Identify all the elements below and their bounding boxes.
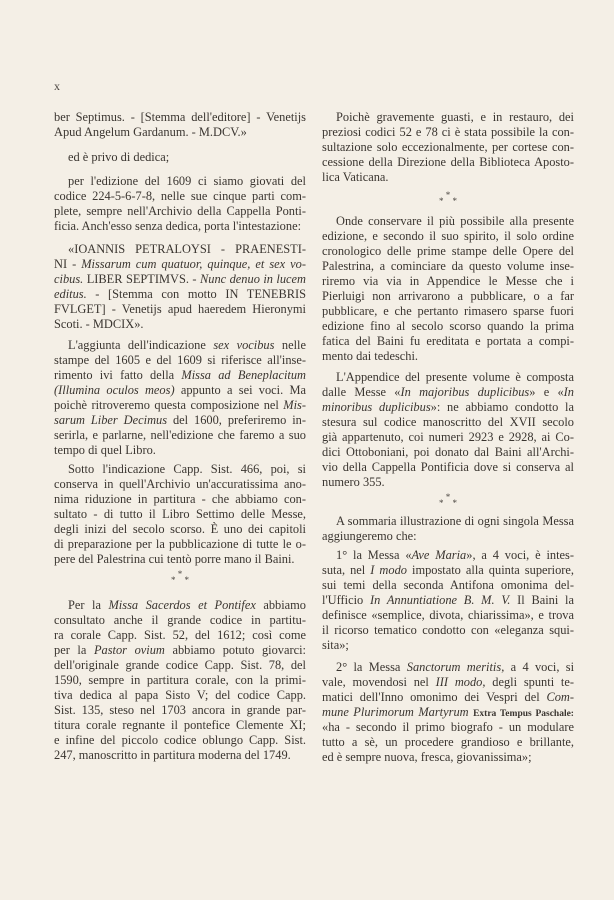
- text-segment: dici Ottoboniani, poi donato dal Baini all'Archi-: [322, 445, 574, 459]
- paragraph: [54, 242, 306, 332]
- paragraph: [322, 370, 574, 490]
- text-segment: «IOANNIS PETRALOYSI - PRAENESTI-: [68, 242, 306, 256]
- text-line: [54, 150, 306, 165]
- text-line: [54, 658, 306, 673]
- text-line: [54, 338, 306, 353]
- text-line: [322, 675, 574, 690]
- text-line: [54, 703, 306, 718]
- text-segment: a 4 voci, si: [504, 660, 575, 674]
- text-line: [54, 748, 306, 763]
- section-separator: [322, 494, 574, 506]
- italic-segment: Mis-: [283, 398, 306, 412]
- text-segment: edizione, e secondo il suo spirito, il solo ordine: [322, 229, 574, 243]
- text-segment: vio della Cappella Pontificia dove si conserva al: [322, 460, 574, 474]
- text-line: [322, 214, 574, 229]
- paragraph: [54, 174, 306, 234]
- text-line: [54, 242, 306, 257]
- italic-segment: Ave Maria: [411, 548, 467, 562]
- text-line: [322, 370, 574, 385]
- text-segment: » e «: [529, 385, 564, 399]
- text-segment: Onde conservare il più possibile alla presente: [336, 214, 574, 228]
- text-segment: mento dai tedeschi.: [322, 349, 418, 363]
- text-line: [54, 219, 306, 234]
- text-segment: tiva dedica al papa Sisto V; del codice Capp.: [54, 688, 306, 702]
- paragraph: [54, 338, 306, 458]
- text-segment: di preparazione per la pubblicazione di tutte le o-: [54, 537, 306, 551]
- text-segment: FVLGET] - Venetijs apud haeredem Hieronymi: [54, 302, 306, 316]
- paragraph: [322, 214, 574, 364]
- italic-segment: III modo,: [435, 675, 486, 689]
- paragraph: [322, 110, 574, 185]
- paragraph: [54, 150, 306, 165]
- text-line: [322, 638, 574, 653]
- text-line: [54, 302, 306, 317]
- text-line: [322, 460, 574, 475]
- page-number: x: [54, 79, 60, 93]
- text-segment: «ha - secondo il primo biografo - un modulare: [322, 720, 574, 734]
- text-segment: plete, sempre nell'Archivio della Cappella Ponti-: [54, 204, 306, 218]
- text-line: [54, 492, 306, 507]
- asterism-star: *: [452, 196, 457, 206]
- text-line: [322, 259, 574, 274]
- asterism-bottom: [54, 577, 306, 583]
- text-line: [322, 244, 574, 259]
- text-segment: cronologico delle prime stampe delle Opere del: [322, 244, 574, 258]
- text-segment: tempo di quel Libro.: [54, 443, 156, 457]
- asterism-star: *: [171, 575, 176, 585]
- italic-segment: Missarum cum quatuor, quinque, et sex vo-: [81, 257, 306, 271]
- text-line: [54, 257, 306, 272]
- text-line: [54, 428, 306, 443]
- text-line: [322, 170, 574, 185]
- paragraph: [322, 514, 574, 544]
- text-segment: sui temi della seconda Antifona omonima del-: [322, 578, 574, 592]
- text-segment: edizione fino al secolo scorso quando la prima: [322, 319, 574, 333]
- text-line: [322, 750, 574, 765]
- text-segment: », a 4 voci, è intes-: [466, 548, 574, 562]
- text-segment: NI -: [54, 257, 82, 271]
- text-line: [322, 274, 574, 289]
- text-line: [322, 155, 574, 170]
- italic-segment: Pastor ovium: [93, 643, 165, 657]
- text-segment: ed è privo di dedica;: [68, 150, 170, 164]
- italic-segment: editus.: [54, 287, 87, 301]
- text-segment: rimento ivi fatto della: [54, 368, 182, 382]
- text-segment: 247, manoscritto in partitura moderna del 1749.: [54, 748, 291, 762]
- text-segment: dell'originale grande codice Capp. Sist. 78, del: [54, 658, 306, 672]
- text-line: [322, 319, 574, 334]
- section-separator: [54, 571, 306, 583]
- text-line: [322, 289, 574, 304]
- text-line: [54, 383, 306, 398]
- text-segment: Sotto l'indicazione Capp. Sist. 466, poi, si: [68, 462, 306, 476]
- text-segment: Pierluigi non arrivarono a pubblicare, o a far: [322, 289, 574, 303]
- text-line: [54, 598, 306, 613]
- text-segment: nelle: [274, 338, 306, 352]
- text-line: [54, 688, 306, 703]
- text-segment: L'Appendice del presente volume è composta: [336, 370, 574, 384]
- text-segment: impostato alla quinta superiore,: [406, 563, 575, 577]
- text-segment: abbiamo potuto giovarci:: [164, 643, 306, 657]
- left-column: [54, 0, 306, 900]
- text-line: [322, 578, 574, 593]
- text-segment: il ricorso tematico condotto con «eleganza squi-: [322, 623, 574, 637]
- italic-segment: I modo: [370, 563, 407, 577]
- text-segment: LIBER SEPTIMVS. -: [83, 272, 200, 286]
- text-segment: A sommaria illustrazione di ogni singola Messa: [336, 514, 574, 528]
- text-line: [322, 608, 574, 623]
- text-segment: Il Baini la: [510, 593, 574, 607]
- text-segment: preziosi codici 52 e 78 ci è stata possibile la con-: [322, 125, 574, 139]
- text-segment: riremo via via in Appendice le Messe che i: [322, 274, 574, 288]
- text-line: [322, 514, 574, 529]
- italic-segment: Nunc denuo in lucem: [200, 272, 307, 286]
- text-line: [322, 593, 574, 608]
- text-line: [322, 304, 574, 319]
- italic-segment: In: [563, 385, 574, 399]
- text-segment: Scoti. - MDCIX».: [54, 317, 144, 331]
- text-segment: stampe del 1605 e del 1609 si riferisce all'inse-: [54, 353, 306, 367]
- text-line: [322, 445, 574, 460]
- text-segment: sultazione solo eccezionalmente, per cortese con-: [322, 140, 574, 154]
- text-segment: L'aggiunta dell'indicazione: [68, 338, 214, 352]
- italic-segment: Missa Sacerdos et Pontifex: [108, 598, 256, 612]
- text-line: [54, 477, 306, 492]
- text-line: [322, 735, 574, 750]
- text-segment: già appartenuto, coi numeri 2923 e 2928, ai Co-: [322, 430, 574, 444]
- text-segment: »: ne abbiamo condotto la: [430, 400, 574, 414]
- text-line: [54, 398, 306, 413]
- text-line: [322, 415, 574, 430]
- text-line: [54, 628, 306, 643]
- text-line: [54, 537, 306, 552]
- text-segment: e infine del piccolo codice oblungo Capp. Sist.: [54, 733, 306, 747]
- asterism-top: *: [445, 492, 451, 502]
- asterism-bottom: [322, 198, 574, 204]
- text-segment: serirla, e parlarne, nell'edizione che faremo a suo: [54, 428, 306, 442]
- text-line: [322, 110, 574, 125]
- paragraph: [322, 660, 574, 765]
- text-line: [54, 317, 306, 332]
- text-segment: degli inizi del secolo scorso. È uno dei capitoli: [54, 522, 306, 536]
- text-segment: pere del Palestrina cui tentò porre mano il Baini.: [54, 552, 295, 566]
- text-segment: Apud Angelum Gardanum. - M.DCV.»: [54, 125, 247, 139]
- text-line: [54, 462, 306, 477]
- text-segment: Sist. 135, steso nel 1703 ancora in grande par-: [54, 703, 306, 717]
- asterism-star: *: [439, 498, 444, 508]
- text-line: [54, 110, 306, 125]
- text-segment: per la: [54, 643, 94, 657]
- paragraph: [54, 110, 306, 140]
- text-line: [322, 548, 574, 563]
- text-line: [322, 125, 574, 140]
- section-separator: [322, 192, 574, 204]
- text-line: [322, 475, 574, 490]
- text-line: [54, 673, 306, 688]
- paragraph: [54, 462, 306, 567]
- italic-segment: Com-: [546, 690, 574, 704]
- text-segment: suta, nel: [322, 563, 371, 577]
- text-segment: 1° la Messa «: [336, 548, 412, 562]
- text-segment: 2° la Messa: [336, 660, 407, 674]
- text-line: [322, 400, 574, 415]
- text-segment: ra corale Capp. Sist. 52, del 1612; così come: [54, 628, 306, 642]
- text-segment: 1590, sempre in partitura corale, con la primi-: [54, 673, 306, 687]
- text-segment: ficia. Anch'esso senza dedica, porta l'intestazione:: [54, 219, 302, 233]
- italic-segment: mune Plurimorum Martyrum: [322, 705, 469, 719]
- text-line: [322, 229, 574, 244]
- text-line: [54, 507, 306, 522]
- text-segment: fatica del Baini fu ereditata e portata a compi-: [322, 334, 574, 348]
- asterism-star: *: [439, 196, 444, 206]
- text-line: [54, 189, 306, 204]
- text-line: [322, 334, 574, 349]
- text-segment: matici dell'Inno omonimo dei Vespri del: [322, 690, 547, 704]
- text-line: [54, 272, 306, 287]
- paragraph: [54, 598, 306, 763]
- text-line: [54, 443, 306, 458]
- text-segment: sita»;: [322, 638, 349, 652]
- text-segment: consultato anche il grande codice in partitu-: [54, 613, 306, 627]
- text-segment: lica Vaticana.: [322, 170, 389, 184]
- italic-segment: Missa ad Beneplacitum: [181, 368, 306, 382]
- text-segment: del 1600, preferiremo in-: [167, 413, 306, 427]
- text-line: [54, 125, 306, 140]
- text-segment: ber Septimus. - [Stemma dell'editore] - Venetijs: [54, 110, 306, 124]
- text-segment: nima riduzione in partitura - che abbiamo con-: [54, 492, 306, 506]
- text-line: [322, 140, 574, 155]
- asterism-star: *: [452, 498, 457, 508]
- text-line: [322, 720, 574, 735]
- asterism-top: *: [445, 190, 451, 200]
- small-caps-segment: Extra Tempus Paschale:: [473, 709, 574, 719]
- text-line: [322, 623, 574, 638]
- asterism-bottom: [322, 500, 574, 506]
- text-segment: codice 224-5-6-7-8, nelle sue cinque parti com-: [54, 189, 306, 203]
- text-line: [322, 705, 574, 720]
- text-line: [322, 690, 574, 705]
- text-line: [54, 643, 306, 658]
- text-line: [54, 413, 306, 428]
- text-segment: conserva in quell'Archivio un'accuratissima ano-: [54, 477, 306, 491]
- text-segment: - [Stemma con motto IN TENEBRIS: [86, 287, 306, 301]
- text-segment: dalle Messe «: [322, 385, 401, 399]
- text-line: [54, 174, 306, 189]
- text-line: [322, 563, 574, 578]
- italic-segment: sex vocibus: [213, 338, 275, 352]
- text-segment: appunto a sei voci. Ma: [174, 383, 306, 397]
- italic-segment: cibus.: [54, 272, 84, 286]
- text-line: [54, 368, 306, 383]
- italic-segment: sarum Liber Decimus: [54, 413, 168, 427]
- text-segment: abbiamo: [255, 598, 307, 612]
- right-column: [322, 0, 574, 900]
- italic-segment: In majoribus duplicibus: [400, 385, 530, 399]
- text-line: [322, 430, 574, 445]
- text-line: [54, 353, 306, 368]
- text-segment: Poichè gravemente guasti, e in restauro, dei: [336, 110, 574, 124]
- text-line: [322, 385, 574, 400]
- text-segment: definisce «semplice, divota, chiarissima», e trova: [322, 608, 574, 622]
- italic-segment: In Annuntiatione B. M. V.: [369, 593, 511, 607]
- asterism-top: *: [177, 569, 183, 579]
- text-segment: per l'edizione del 1609 ci siamo giovati del: [68, 174, 306, 188]
- text-segment: aggiungeremo che:: [322, 529, 417, 543]
- text-segment: stesura sul codice manoscritto del XVII secolo: [322, 415, 574, 429]
- text-line: [54, 733, 306, 748]
- text-segment: numero 355.: [322, 475, 385, 489]
- text-segment: degli spunti te-: [485, 675, 575, 689]
- text-segment: Palestrina, a cominciare da questo volume inse-: [322, 259, 574, 273]
- text-segment: Per la: [68, 598, 109, 612]
- text-segment: poichè ritroveremo questa composizione nel: [54, 398, 284, 412]
- text-segment: cessione della Direzione della Biblioteca Aposto-: [322, 155, 574, 169]
- text-segment: pubblicare, e che pertanto rimasero sparse fuori: [322, 304, 574, 318]
- text-line: [322, 660, 574, 675]
- text-line: [322, 529, 574, 544]
- text-line: [322, 349, 574, 364]
- paragraph: [322, 548, 574, 653]
- italic-segment: Sanctorum meritis,: [406, 660, 505, 674]
- text-segment: titura corale regnante il pontefice Clemente XI;: [54, 718, 306, 732]
- text-segment: ed è sempre nuova, fresca, giovanissima»;: [322, 750, 532, 764]
- text-line: [54, 204, 306, 219]
- text-segment: l'Ufficio: [322, 593, 370, 607]
- text-segment: sultato - di tutto il Libro Settimo delle Messe,: [54, 507, 306, 521]
- italic-segment: (Illumina oculos meos): [54, 383, 175, 397]
- text-segment: vale, movendosi nel: [322, 675, 436, 689]
- text-line: [54, 552, 306, 567]
- text-line: [54, 613, 306, 628]
- italic-segment: minoribus duplicibus: [322, 400, 431, 414]
- asterism-star: *: [184, 575, 189, 585]
- text-line: [54, 522, 306, 537]
- text-line: [54, 287, 306, 302]
- text-line: [54, 718, 306, 733]
- text-segment: tutto a sè, un procedere grandioso e brillante,: [322, 735, 574, 749]
